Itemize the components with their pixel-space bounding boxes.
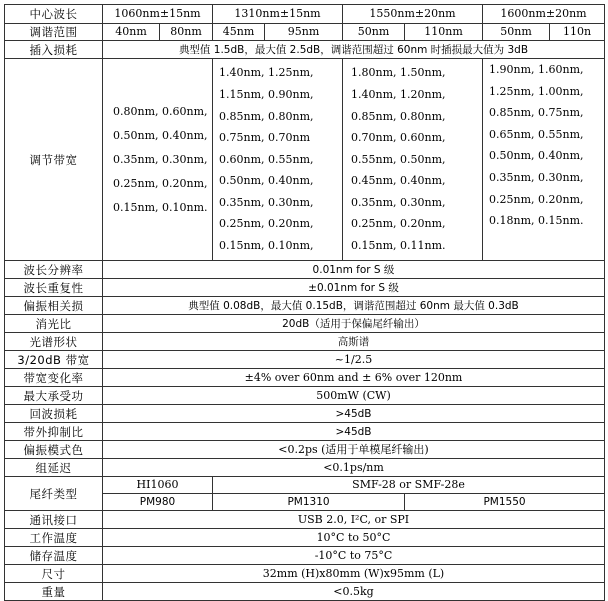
extinction-ratio-value: 20dB（适用于保偏尾纤输出） bbox=[103, 315, 605, 333]
label-bandwidth: 调节带宽 bbox=[5, 59, 103, 261]
row-out-of-band-rejection bbox=[5, 423, 605, 441]
bandwidth-value: 0.45nm, 0.40nm, bbox=[351, 174, 446, 188]
bandwidth-value: 0.35nm, 0.30nm, bbox=[489, 170, 584, 184]
label-pmd: 偏振模式色 bbox=[5, 441, 103, 459]
label-repeatability: 波长重复性 bbox=[5, 279, 103, 297]
tuning-value: 50nm bbox=[483, 24, 550, 41]
weight-value: <0.5kg bbox=[103, 583, 605, 601]
label-max-power: 最大承受功 bbox=[5, 387, 103, 405]
bandwidth-value: 0.75nm, 0.70nm bbox=[219, 131, 311, 145]
storage-temp-value: -10°C to 75°C bbox=[103, 547, 605, 565]
bandwidth-value: 0.60nm, 0.55nm, bbox=[219, 152, 314, 166]
spectral-shape-value: 高斯谱 bbox=[103, 333, 605, 351]
label-operating-temp: 工作温度 bbox=[5, 529, 103, 547]
resolution-value: 0.01nm for S 级 bbox=[103, 261, 605, 279]
tuning-value: 80nm bbox=[160, 24, 213, 41]
3-20db-bandwidth-value: ~1/2.5 bbox=[103, 351, 605, 369]
row-operating-temp bbox=[5, 529, 605, 547]
bandwidth-value: 0.85nm, 0.80nm, bbox=[219, 109, 314, 123]
label-out-of-band-rejection: 带外抑制比 bbox=[5, 423, 103, 441]
tuning-value: 95nm bbox=[265, 24, 343, 41]
return-loss-value: >45dB bbox=[103, 405, 605, 423]
bandwidth-value: 0.70nm, 0.60nm, bbox=[351, 131, 446, 145]
bandwidth-value: 1.25nm, 1.00nm, bbox=[489, 84, 584, 98]
row-return-loss bbox=[5, 405, 605, 423]
pigtail-pm1310: PM1310 bbox=[213, 494, 405, 511]
row-tuning-range bbox=[5, 24, 605, 41]
row-spectral-shape bbox=[5, 333, 605, 351]
tuning-value: 40nm bbox=[103, 24, 160, 41]
label-return-loss: 回波损耗 bbox=[5, 405, 103, 423]
bandwidth-value: 0.55nm, 0.50nm, bbox=[351, 152, 446, 166]
label-insertion-loss: 插入损耗 bbox=[5, 41, 103, 59]
bandwidth-value: 0.15nm, 0.10nm. bbox=[113, 200, 208, 214]
row-pigtail-top bbox=[5, 477, 605, 494]
row-pmd bbox=[5, 441, 605, 459]
bandwidth-1310 bbox=[213, 59, 343, 261]
label-3-20db-bandwidth: 3/20dB 带宽 bbox=[5, 351, 103, 369]
bandwidth-value: 0.15nm, 0.11nm. bbox=[351, 239, 446, 253]
pdl-value: 典型值 0.08dB，最大值 0.15dB，调谐范围超过 60nm 最大值 0.3dB bbox=[103, 297, 605, 315]
bandwidth-value: 0.25nm, 0.20nm, bbox=[489, 192, 584, 206]
row-repeatability bbox=[5, 279, 605, 297]
tuning-value: 50nm bbox=[343, 24, 405, 41]
bandwidth-value: 0.35nm, 0.30nm, bbox=[113, 152, 208, 166]
row-bandwidth bbox=[5, 59, 605, 261]
bandwidth-value: 0.85nm, 0.80nm, bbox=[351, 109, 446, 123]
wavelength-1550: 1550nm±20nm bbox=[343, 5, 483, 24]
label-interface: 通讯接口 bbox=[5, 511, 103, 529]
label-extinction-ratio: 消光比 bbox=[5, 315, 103, 333]
pigtail-hi1060: HI1060 bbox=[103, 477, 213, 494]
bandwidth-value: 0.50nm, 0.40nm, bbox=[489, 149, 584, 163]
bandwidth-value: 0.35nm, 0.30nm, bbox=[351, 195, 446, 209]
max-power-value: 500mW (CW) bbox=[103, 387, 605, 405]
bandwidth-value: 1.90nm, 1.60nm, bbox=[489, 63, 584, 76]
label-dimensions: 尺寸 bbox=[5, 565, 103, 583]
bandwidth-1550 bbox=[343, 59, 483, 261]
row-bandwidth-variation bbox=[5, 369, 605, 387]
row-max-power bbox=[5, 387, 605, 405]
row-extinction-ratio bbox=[5, 315, 605, 333]
bandwidth-value: 0.25nm, 0.20nm, bbox=[219, 217, 314, 231]
bandwidth-variation-value: ±4% over 60nm and ± 6% over 120nm bbox=[103, 369, 605, 387]
group-delay-value: <0.1ps/nm bbox=[103, 459, 605, 477]
label-center-wavelength: 中心波长 bbox=[5, 5, 103, 24]
operating-temp-value: 10°C to 50°C bbox=[103, 529, 605, 547]
tuning-value: 110nm bbox=[405, 24, 483, 41]
row-dimensions bbox=[5, 565, 605, 583]
label-tuning-range: 调谐范围 bbox=[5, 24, 103, 41]
row-storage-temp bbox=[5, 547, 605, 565]
bandwidth-value: 0.15nm, 0.10nm, bbox=[219, 239, 314, 253]
out-of-band-rejection-value: >45dB bbox=[103, 423, 605, 441]
dimensions-value: 32mm (H)x80mm (W)x95mm (L) bbox=[103, 565, 605, 583]
pigtail-smf28: SMF-28 or SMF-28e bbox=[213, 477, 605, 494]
insertion-loss-value: 典型值 1.5dB，最大值 2.5dB，调谐范围超过 60nm 时插损最大值为 3dB bbox=[103, 41, 605, 59]
bandwidth-value: 0.50nm, 0.40nm, bbox=[219, 174, 314, 188]
label-group-delay: 组延迟 bbox=[5, 459, 103, 477]
spec-table bbox=[4, 4, 605, 601]
bandwidth-value: 0.25nm, 0.20nm, bbox=[113, 176, 208, 190]
label-pdl: 偏振相关损 bbox=[5, 297, 103, 315]
bandwidth-value: 0.35nm, 0.30nm, bbox=[219, 195, 314, 209]
wavelength-1060: 1060nm±15nm bbox=[103, 5, 213, 24]
label-storage-temp: 储存温度 bbox=[5, 547, 103, 565]
repeatability-value: ±0.01nm for S 级 bbox=[103, 279, 605, 297]
row-center-wavelength bbox=[5, 5, 605, 24]
bandwidth-value: 0.80nm, 0.60nm, bbox=[113, 104, 208, 118]
row-pdl bbox=[5, 297, 605, 315]
pigtail-pm980: PM980 bbox=[103, 494, 213, 511]
bandwidth-value: 1.15nm, 0.90nm, bbox=[219, 87, 314, 101]
tuning-value: 45nm bbox=[213, 24, 265, 41]
pigtail-pm1550: PM1550 bbox=[405, 494, 605, 511]
bandwidth-value: 0.50nm, 0.40nm, bbox=[113, 128, 208, 142]
label-spectral-shape: 光谱形状 bbox=[5, 333, 103, 351]
row-resolution bbox=[5, 261, 605, 279]
bandwidth-value: 0.85nm, 0.75nm, bbox=[489, 106, 584, 120]
bandwidth-value: 0.18nm, 0.15nm. bbox=[489, 214, 584, 228]
row-insertion-loss bbox=[5, 41, 605, 59]
wavelength-1600: 1600nm±20nm bbox=[483, 5, 605, 24]
bandwidth-value: 1.40nm, 1.20nm, bbox=[351, 87, 446, 101]
label-weight: 重量 bbox=[5, 583, 103, 601]
row-weight bbox=[5, 583, 605, 601]
row-3-20db-bandwidth bbox=[5, 351, 605, 369]
label-pigtail: 尾纤类型 bbox=[5, 477, 103, 511]
bandwidth-1060 bbox=[103, 59, 213, 261]
interface-value: USB 2.0, I²C, or SPI bbox=[103, 511, 605, 529]
pmd-value: <0.2ps (适用于单模尾纤输出) bbox=[103, 441, 605, 459]
bandwidth-value: 1.80nm, 1.50nm, bbox=[351, 66, 446, 80]
row-group-delay bbox=[5, 459, 605, 477]
bandwidth-value: 0.65nm, 0.55nm, bbox=[489, 127, 584, 141]
row-interface bbox=[5, 511, 605, 529]
tuning-value: 110n bbox=[550, 24, 605, 41]
wavelength-1310: 1310nm±15nm bbox=[213, 5, 343, 24]
bandwidth-1600 bbox=[483, 59, 605, 261]
label-resolution: 波长分辨率 bbox=[5, 261, 103, 279]
bandwidth-value: 0.25nm, 0.20nm, bbox=[351, 217, 446, 231]
bandwidth-value: 1.40nm, 1.25nm, bbox=[219, 66, 314, 80]
label-bandwidth-variation: 带宽变化率 bbox=[5, 369, 103, 387]
